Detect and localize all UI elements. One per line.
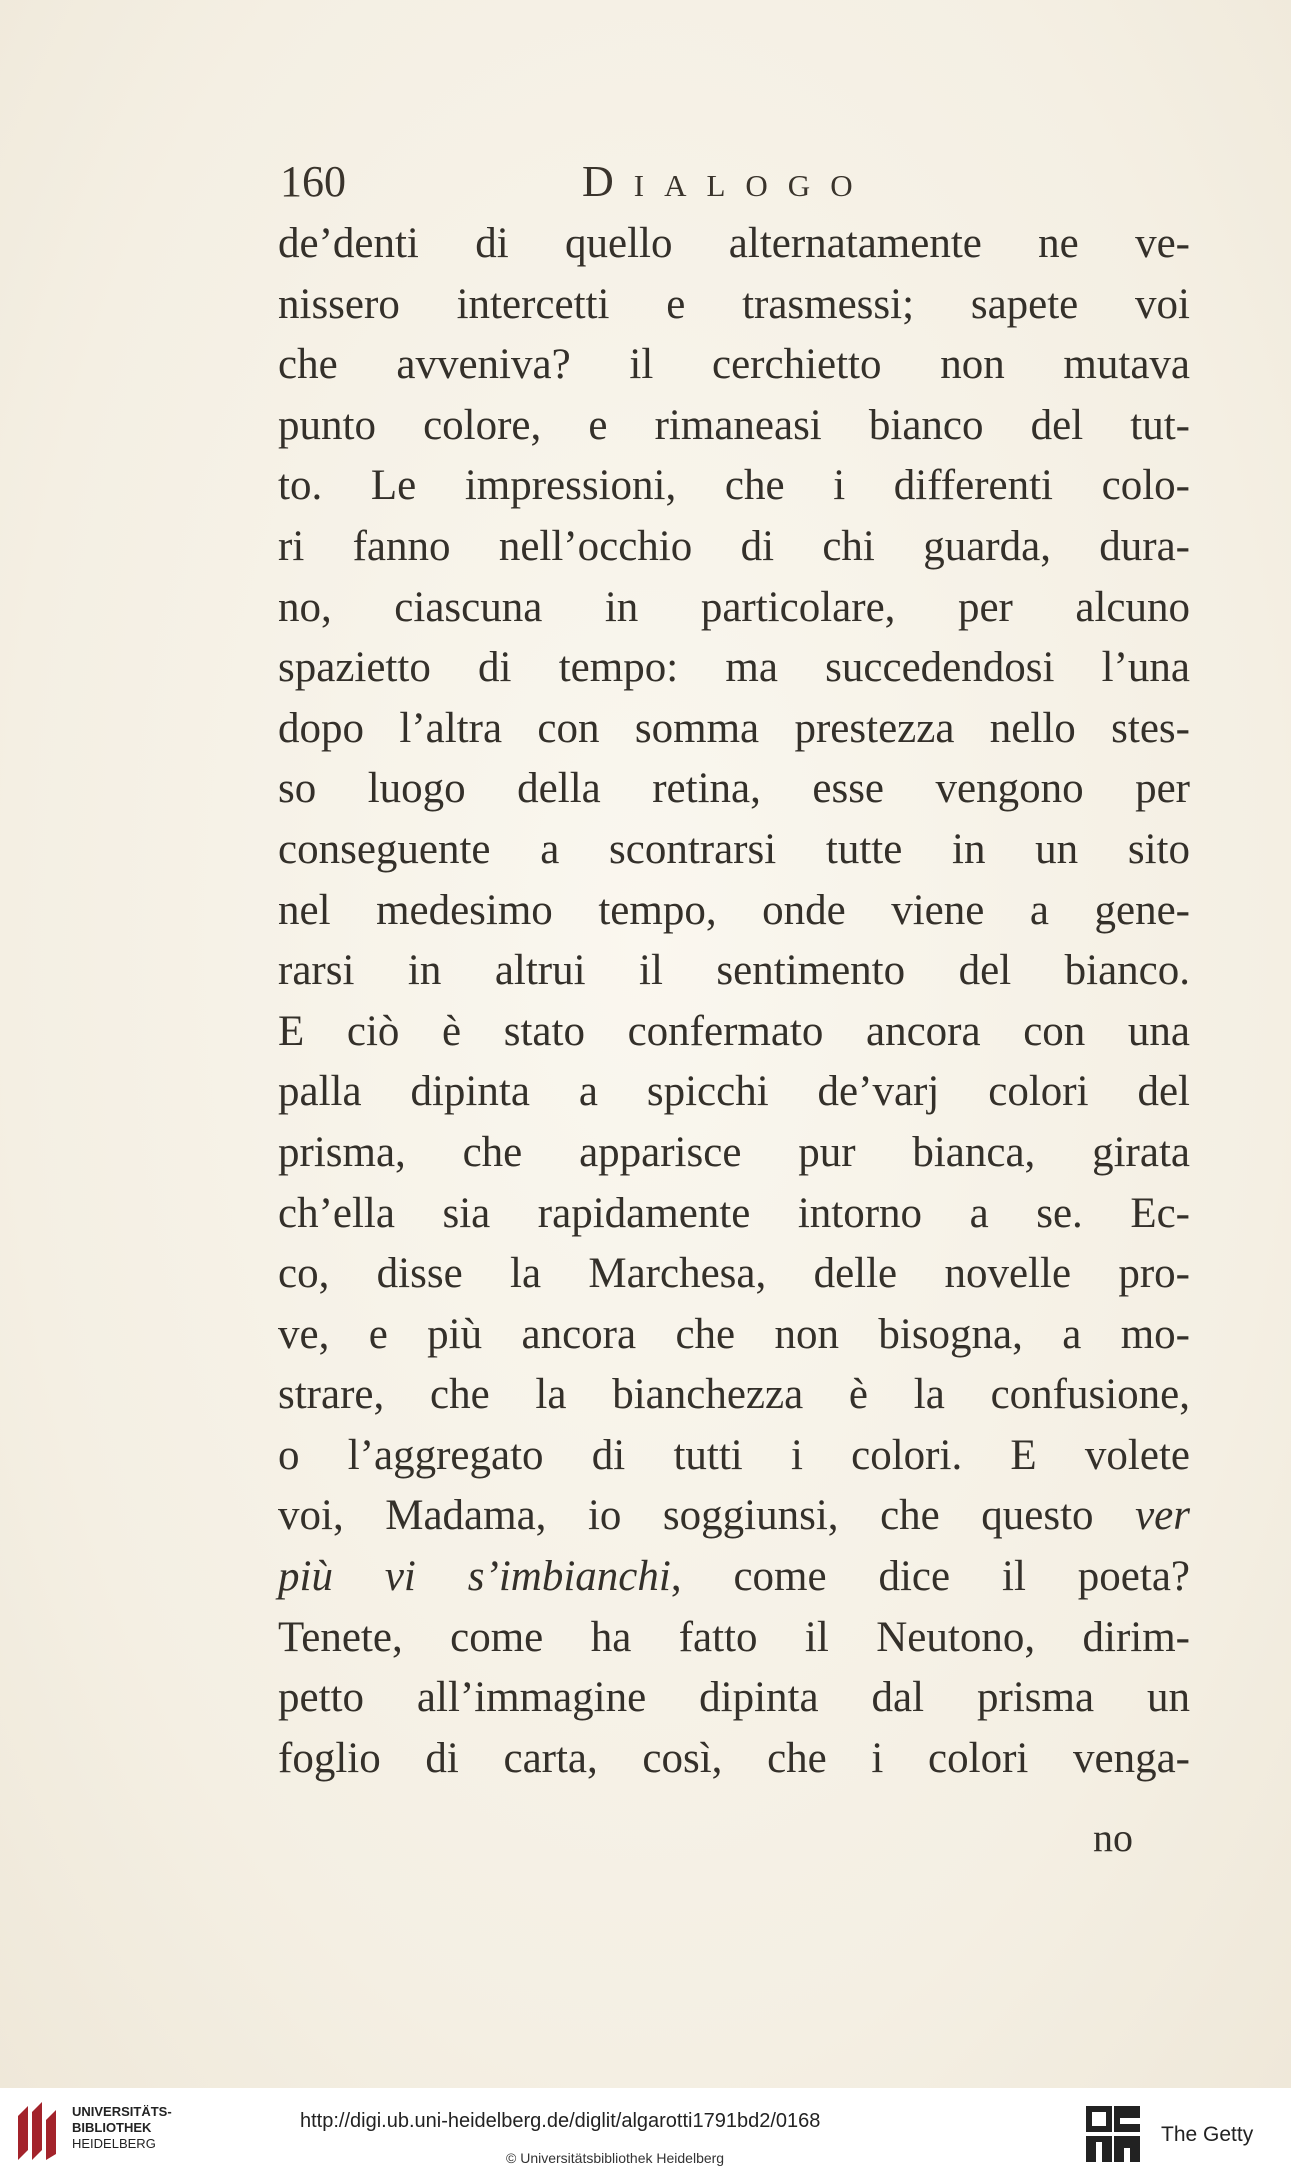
italic-phrase: ver <box>1135 1492 1190 1540</box>
catchword: no <box>1093 1815 1133 1860</box>
permalink-url[interactable]: http://digi.ub.uni-heidelberg.de/diglit/algarotti1791bd2/0168 <box>300 2110 821 2132</box>
text-line: co, disse la Marchesa, delle novelle pro- <box>278 1250 1190 1298</box>
line-prefix: voi, Madama, io soggiunsi, che questo <box>278 1492 1136 1540</box>
text-line: foglio di carta, così, che i colori venga- <box>278 1734 1190 1782</box>
text-line-with-italic-a <box>278 1486 1190 1547</box>
text-line: ri fanno nell’occhio di chi guarda, dura- <box>278 522 1190 570</box>
text-line: to. Le impressioni, che i differenti colo- <box>278 462 1190 510</box>
text-line: de’denti di quello alternatamente ne ve- <box>278 220 1190 267</box>
text-line: che avveniva? il cerchietto non mutava <box>278 341 1190 389</box>
logo-line: BIBLIOTHEK <box>72 2120 152 2135</box>
text-line-with-italic-b <box>278 1547 1190 1608</box>
text-line: ve, e più ancora che non bisogna, a mo- <box>278 1310 1190 1358</box>
line-suffix: , come dice il poeta? <box>670 1553 1190 1601</box>
getty-label: The Getty <box>1161 2123 1254 2146</box>
text-line: E ciò è stato confermato ancora con una <box>278 1007 1190 1055</box>
text-line: o l’aggregato di tutti i colori. E volete <box>278 1431 1190 1479</box>
logo-line: UNIVERSITÄTS- <box>72 2104 172 2119</box>
text-line: dopo l’altra con somma prestezza nello stes- <box>278 704 1190 752</box>
logo-line: HEIDELBERG <box>72 2136 156 2151</box>
text-line: ch’ella sia rapidamente intorno a se. Ec- <box>278 1189 1190 1237</box>
viewer-footer <box>0 2088 1291 2184</box>
text-line: nissero intercetti e trasmessi; sapete voi <box>278 280 1190 328</box>
page-header <box>280 152 1280 212</box>
getty-logo-icon <box>1084 2104 1142 2168</box>
university-library-logo-icon <box>14 2100 60 2164</box>
text-line: Tenete, come ha fatto il Neutono, dirim- <box>278 1613 1190 1661</box>
text-line: rarsi in altrui il sentimento del bianco. <box>278 947 1190 995</box>
text-line: strare, che la bianchezza è la confusione, <box>278 1371 1190 1419</box>
page-number: 160 <box>280 157 346 206</box>
text-line: so luogo della retina, esse vengono per <box>278 765 1190 813</box>
text-line: palla dipinta a spicchi de’varj colori del <box>278 1068 1190 1116</box>
text-line: punto colore, e rimaneasi bianco del tut- <box>278 401 1190 449</box>
text-line: prisma, che apparisce pur bianca, girata <box>278 1128 1190 1176</box>
text-line: petto all’immagine dipinta dal prisma un <box>278 1674 1190 1722</box>
body-text <box>278 214 1190 1789</box>
copyright-notice: © Universitätsbibliothek Heidelberg <box>506 2150 725 2166</box>
text-line: spazietto di tempo: ma succedendosi l’una <box>278 644 1190 692</box>
italic-phrase: più vi s’imbianchi <box>278 1553 671 1601</box>
text-line: conseguente a scontrarsi tutte in un sito <box>278 825 1190 873</box>
text-line: no, ciascuna in particolare, per alcuno <box>278 583 1190 631</box>
university-library-name <box>72 2104 172 2152</box>
text-line: nel medesimo tempo, onde viene a gene- <box>278 886 1190 934</box>
running-title: Dialogo <box>582 157 873 206</box>
